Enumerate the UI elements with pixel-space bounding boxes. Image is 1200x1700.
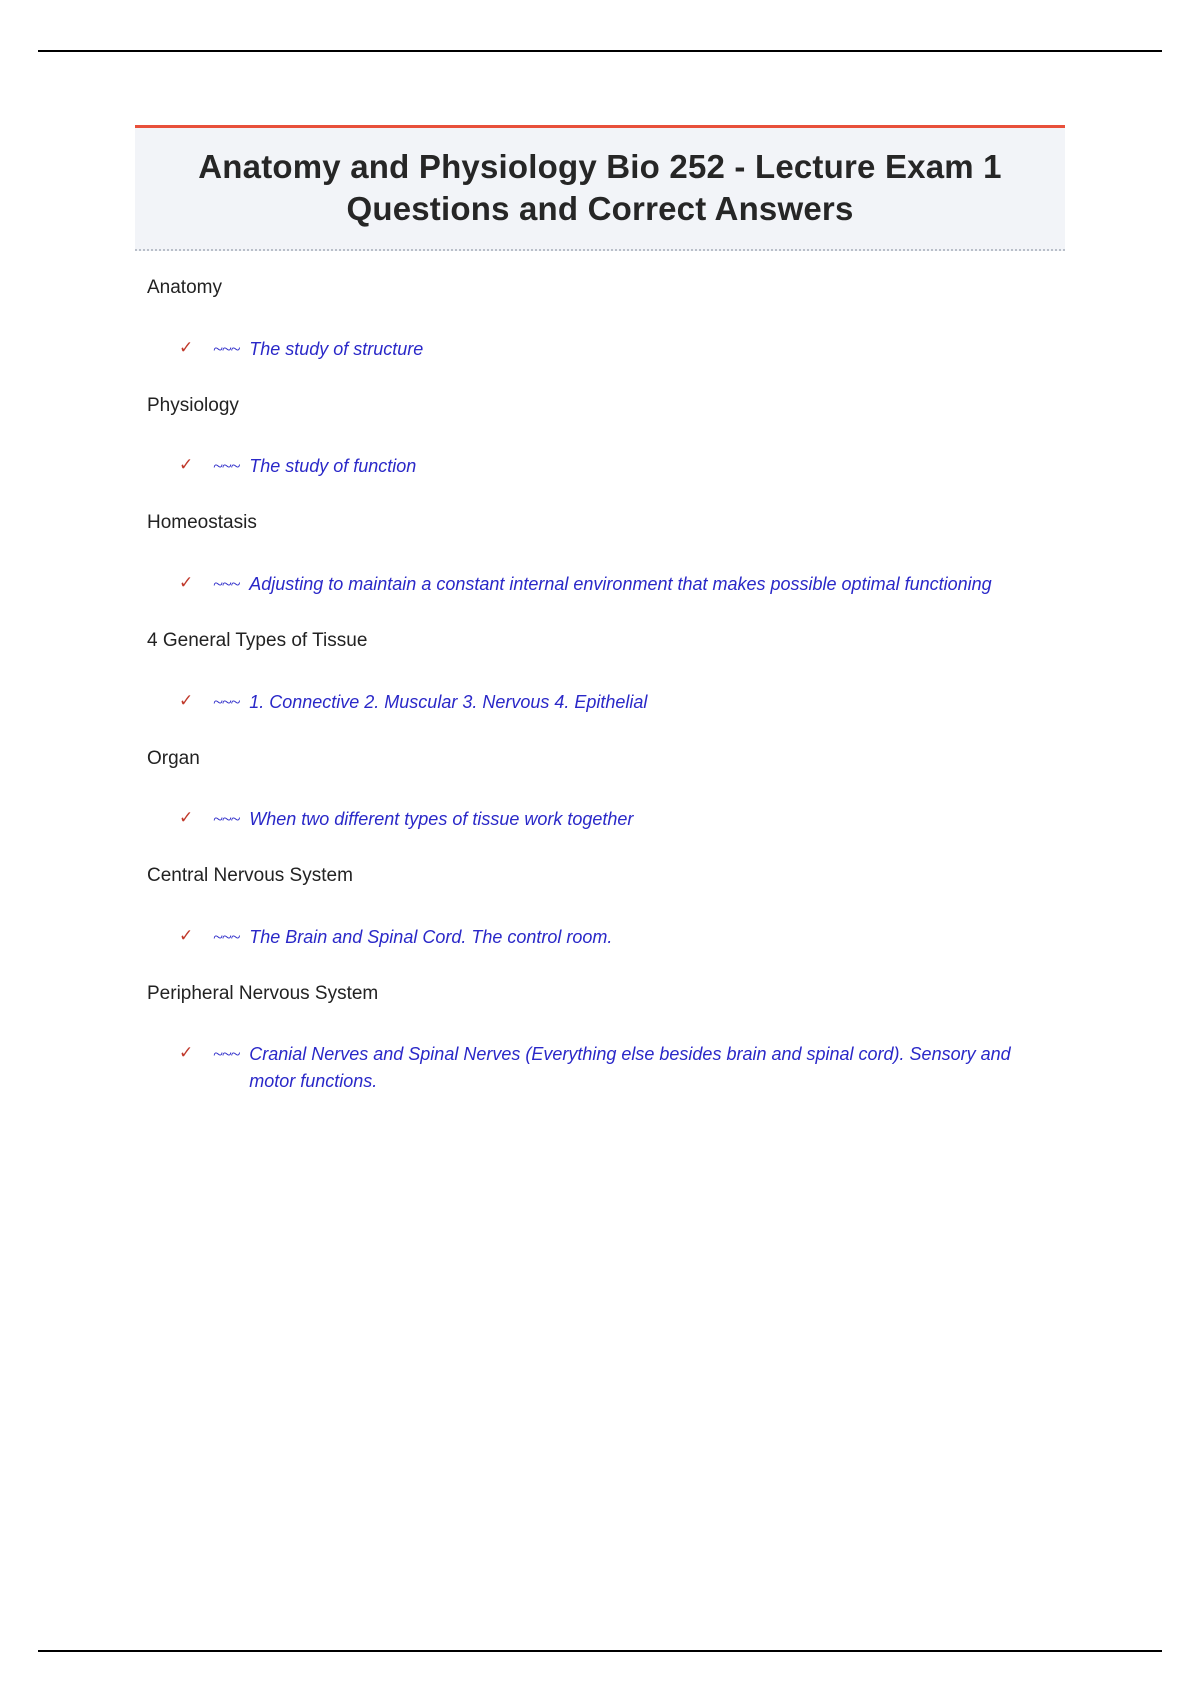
check-icon: ✓ xyxy=(179,925,194,946)
answer-text: When two different types of tissue work together xyxy=(249,809,634,830)
answer-text: 1. Connective 2. Muscular 3. Nervous 4. Epithelial xyxy=(249,691,648,712)
document-content xyxy=(145,125,1055,1095)
answer-text: The study of structure xyxy=(249,338,424,359)
term-label: Central Nervous System xyxy=(147,865,353,887)
qa-entry-physiology xyxy=(145,393,1055,481)
term-label: Homeostasis xyxy=(147,512,257,534)
answer-row xyxy=(145,806,1055,833)
answer-row xyxy=(145,689,1055,716)
tilde-marker: ~~~ xyxy=(213,456,240,477)
term-label: Peripheral Nervous System xyxy=(147,982,379,1004)
check-icon: ✓ xyxy=(179,808,194,829)
page-title: Anatomy and Physiology Bio 252 - Lecture Exam 1 Questions and Correct Answers xyxy=(198,148,1002,227)
qa-entry-peripheral-nervous-system xyxy=(145,981,1055,1096)
tilde-marker: ~~~ xyxy=(213,926,240,947)
qa-entry-organ xyxy=(145,746,1055,834)
page-top-rule xyxy=(38,50,1162,52)
tilde-marker: ~~~ xyxy=(213,691,240,712)
qa-entry-central-nervous-system xyxy=(145,863,1055,951)
check-icon: ✓ xyxy=(179,455,194,476)
answer-row xyxy=(145,453,1055,480)
check-icon: ✓ xyxy=(179,572,194,593)
tilde-marker: ~~~ xyxy=(213,338,240,359)
answer-text: Cranial Nerves and Spinal Nerves (Everything else besides brain and spinal cord). Sensory and motor functions. xyxy=(249,1044,1011,1092)
answer-row xyxy=(145,336,1055,363)
check-icon: ✓ xyxy=(179,1043,194,1064)
answer-text: The study of function xyxy=(249,456,417,477)
term-label: Anatomy xyxy=(147,277,222,299)
qa-entry-anatomy xyxy=(145,275,1055,363)
answer-row xyxy=(145,924,1055,951)
tilde-marker: ~~~ xyxy=(213,809,240,830)
answer-text: Adjusting to maintain a constant internal environment that makes possible optimal functioning xyxy=(249,573,992,594)
page-bottom-rule xyxy=(38,1650,1162,1652)
qa-entry-tissue-types xyxy=(145,628,1055,716)
check-icon: ✓ xyxy=(179,337,194,358)
answer-row xyxy=(145,571,1055,598)
term-label: Physiology xyxy=(147,394,239,416)
check-icon: ✓ xyxy=(179,690,194,711)
term-label: 4 General Types of Tissue xyxy=(147,629,368,651)
answer-row xyxy=(145,1041,1055,1095)
qa-entry-homeostasis xyxy=(145,510,1055,598)
answer-text: The Brain and Spinal Cord. The control room. xyxy=(249,926,613,947)
tilde-marker: ~~~ xyxy=(213,1044,240,1065)
term-label: Organ xyxy=(147,747,200,769)
tilde-marker: ~~~ xyxy=(213,573,240,594)
title-banner xyxy=(135,125,1065,251)
